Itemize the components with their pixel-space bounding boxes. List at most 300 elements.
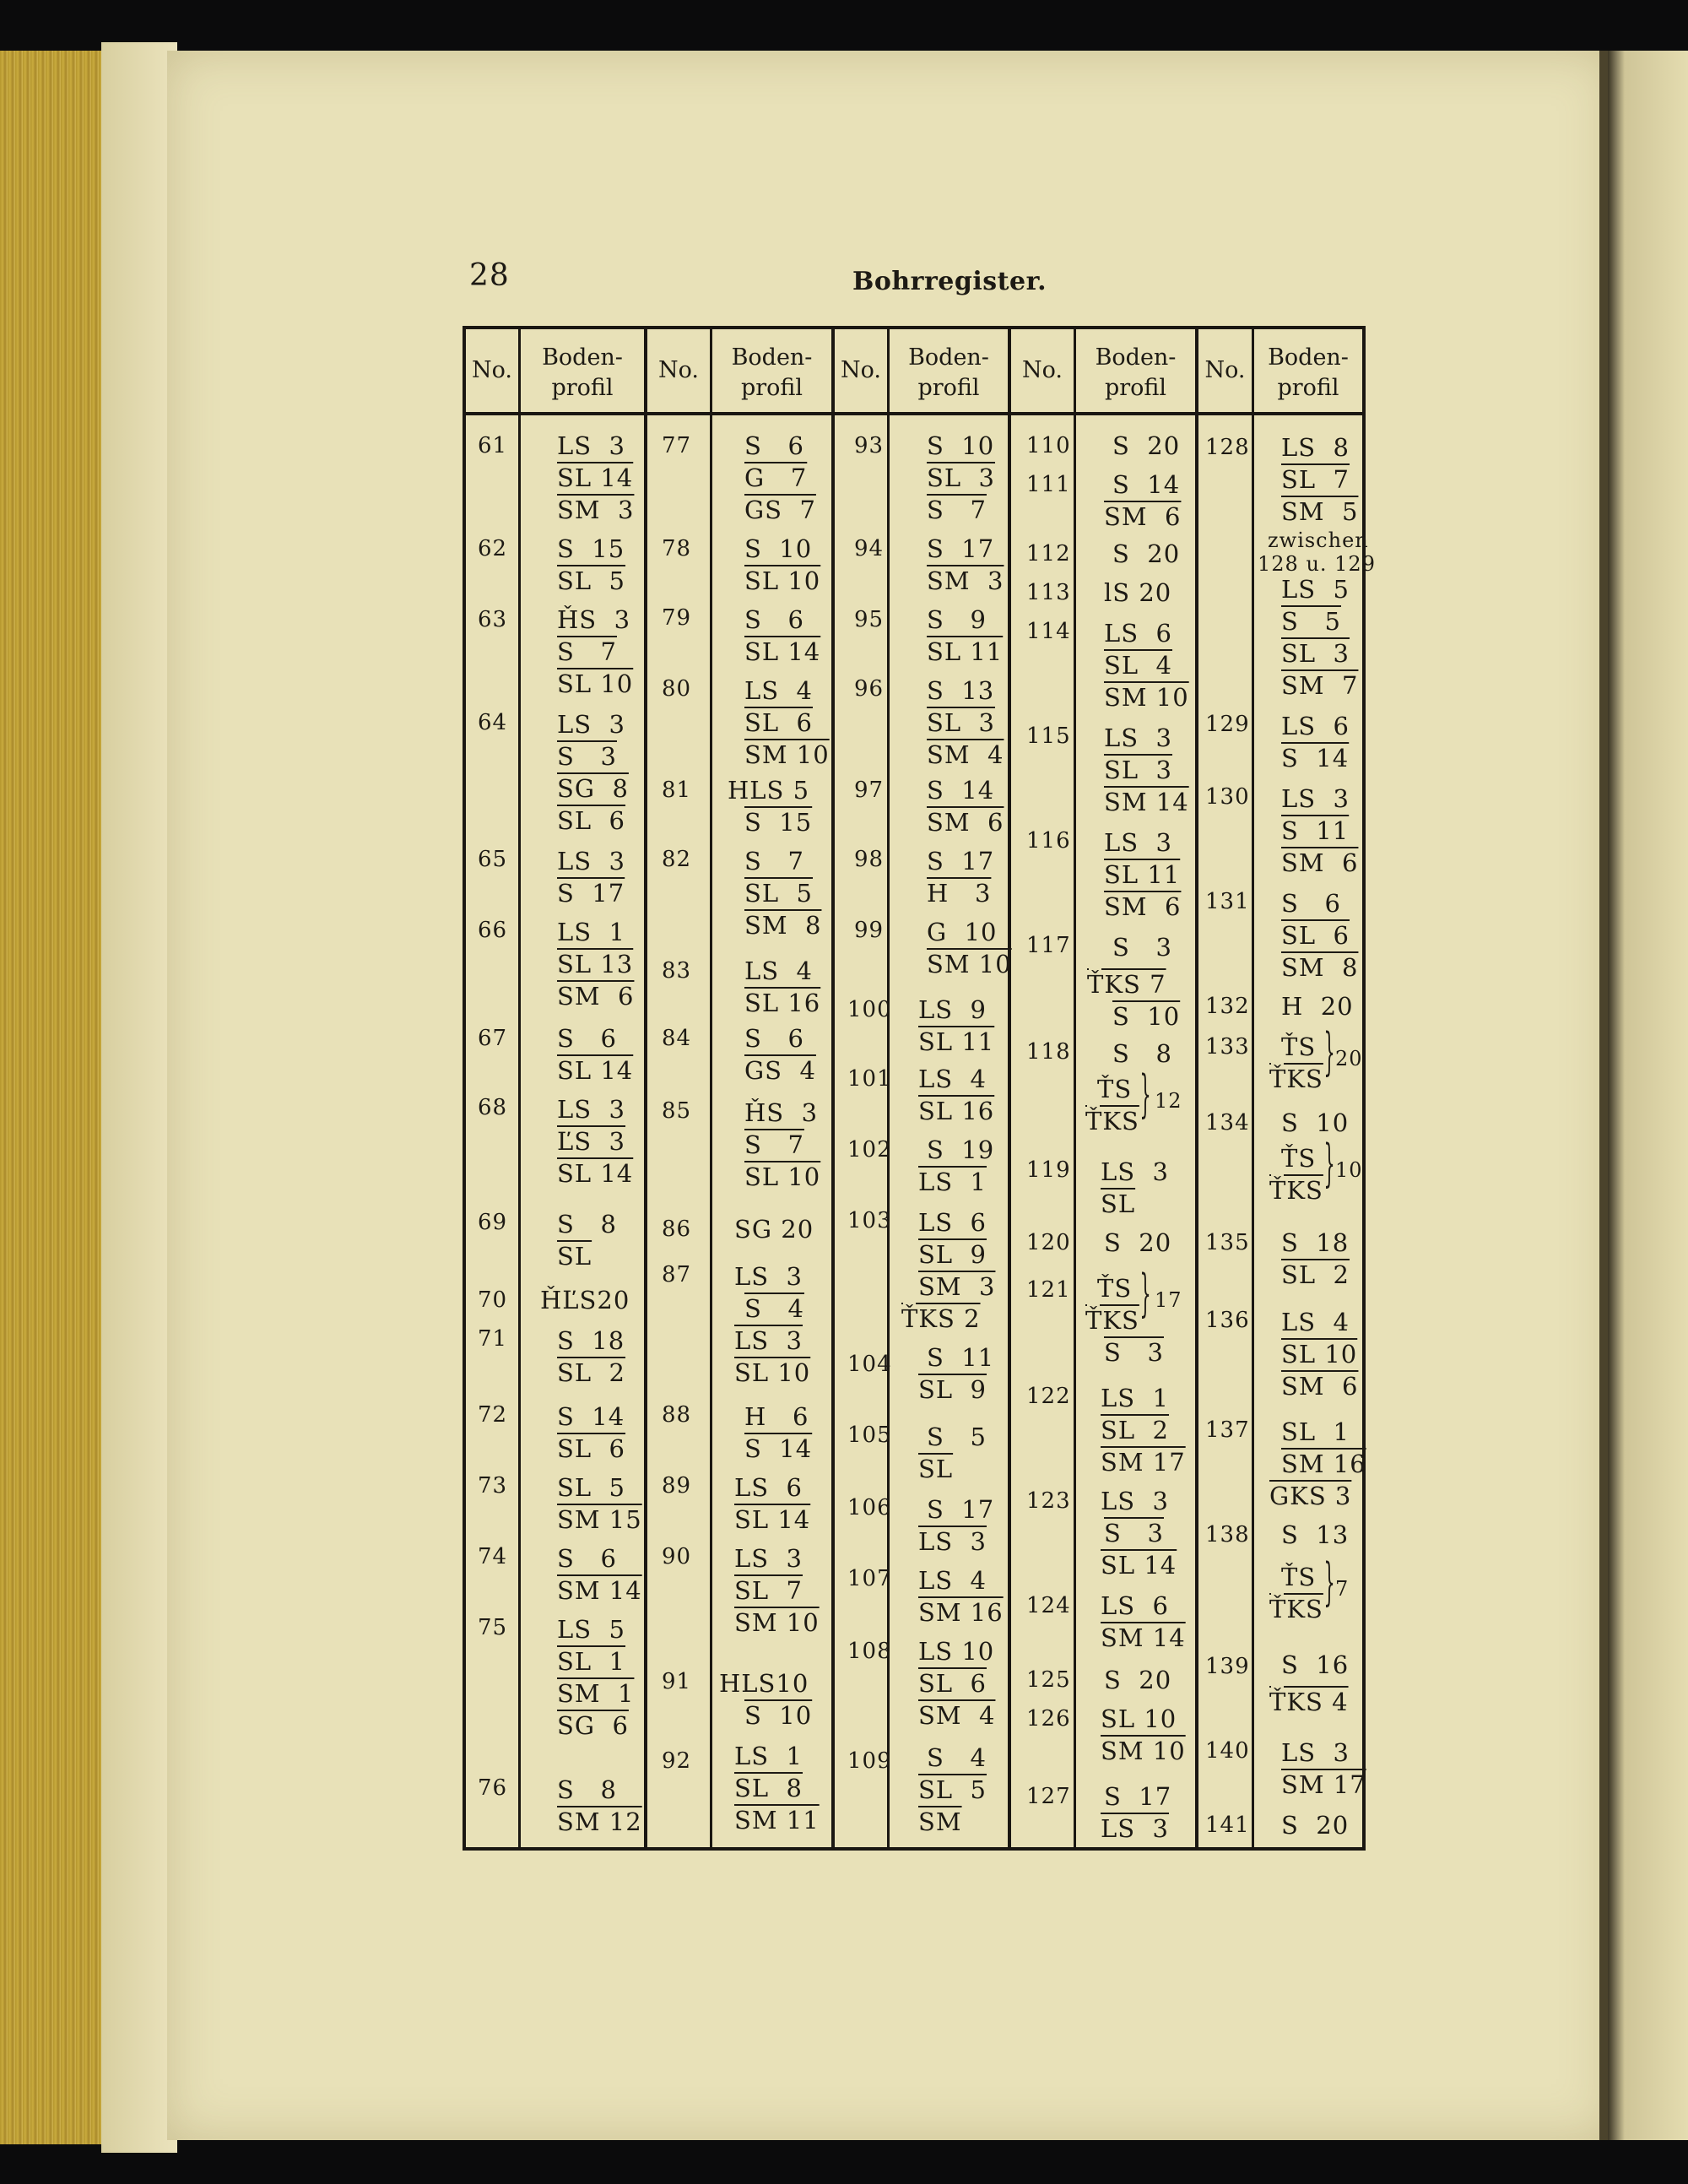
soil-profile-layer: S 11 (1281, 816, 1350, 845)
bore-number: 63 (478, 607, 508, 632)
bore-number: 77 (662, 433, 692, 458)
bore-number: 135 (1205, 1230, 1250, 1255)
soil-profile-layer: SM 6 (1281, 848, 1359, 877)
book-page-edges-light (101, 42, 177, 2153)
soil-profile-layer: SL 6 (557, 806, 626, 835)
bore-number: 121 (1026, 1277, 1071, 1303)
soil-profile-layer: SM 16 (1281, 1450, 1366, 1478)
bore-number: 93 (854, 433, 885, 458)
soil-profile-layer: ŤKS 2 (901, 1304, 981, 1333)
soil-profile-layer: S 6 (744, 431, 804, 460)
bore-number: 126 (1026, 1706, 1071, 1731)
soil-profile-layer: S 19 (927, 1135, 995, 1164)
soil-profile-layer: SL 6 (557, 1434, 626, 1463)
soil-profile-layer: SM 7 (1281, 671, 1359, 700)
soil-profile-layer: SM 3 (557, 496, 635, 524)
soil-profile-layer: S 10 (744, 1701, 813, 1730)
soil-profile-layer: S 4 (744, 1294, 804, 1323)
soil-profile-layer: SM 4 (927, 740, 1004, 769)
soil-profile-layer: SL 7 (734, 1576, 803, 1605)
bore-number: 111 (1026, 472, 1071, 497)
soil-profile-layer: ĽS 3 (557, 1127, 626, 1156)
note-between-bores: zwischen (1268, 528, 1369, 552)
soil-profile-layer: $\overline{SL}$ (918, 1455, 954, 1483)
soil-profile-layer: SL 10 (557, 669, 634, 698)
header-rule (466, 412, 1362, 415)
soil-profile-layer: S 14 (557, 1402, 625, 1431)
soil-profile-layer: H 20 (1281, 992, 1354, 1021)
bore-number: 140 (1205, 1738, 1250, 1764)
soil-profile-layer: SL 9 (918, 1240, 987, 1269)
soil-profile-layer: SM 11 (734, 1806, 820, 1834)
soil-profile-layer: SL 14 (557, 1056, 634, 1085)
soil-profile-layer: SL 6 (918, 1669, 987, 1698)
header-no: No. (1204, 357, 1246, 383)
brace: } (1323, 1134, 1335, 1193)
bore-number: 67 (478, 1026, 508, 1051)
bore-number: 92 (662, 1748, 692, 1774)
soil-profile-thickness: 12 (1155, 1089, 1182, 1113)
soil-profile-layer: SM 10 (1101, 1737, 1186, 1765)
soil-profile-layer: SM 8 (744, 911, 822, 940)
soil-profile-layer: SL 3 (927, 463, 996, 492)
soil-profile-layer: SL 2 (1281, 1260, 1350, 1289)
bore-number: 112 (1026, 541, 1071, 566)
soil-profile-layer: $\overline{SL}$ (1101, 1190, 1136, 1218)
soil-profile-layer: S 17 (927, 534, 995, 563)
soil-profile-layer: SL 10 (734, 1358, 811, 1387)
column-rule (831, 329, 835, 1847)
soil-profile-layer: LS 4 (918, 1566, 987, 1595)
soil-profile-layer: SL 2 (1101, 1416, 1170, 1444)
soil-profile-layer: GKS 3 (1269, 1482, 1352, 1510)
soil-profile-layer: SL 14 (557, 1159, 634, 1188)
soil-profile-layer: S 14 (1112, 470, 1181, 499)
column-rule (518, 329, 521, 1847)
soil-profile-layer: S 6 (557, 1544, 617, 1573)
bore-number: 72 (478, 1402, 508, 1428)
soil-profile-layer: SM 8 (1281, 953, 1359, 982)
soil-profile-layer: S 4 (927, 1743, 987, 1772)
bore-number: 104 (847, 1352, 892, 1377)
soil-profile-layer: GS 4 (744, 1056, 816, 1085)
bore-number: 116 (1026, 828, 1071, 854)
bore-number: 99 (854, 918, 885, 943)
soil-profile-layer: SM 17 (1101, 1448, 1186, 1477)
bore-number: 98 (854, 847, 885, 872)
soil-profile-layer: SL 5 (918, 1775, 987, 1804)
bore-number: 85 (662, 1098, 692, 1124)
bore-number: 118 (1026, 1039, 1071, 1065)
bore-number: 141 (1205, 1813, 1250, 1838)
bore-number: 97 (854, 778, 885, 803)
soil-profile-layer: S 20 (1112, 431, 1181, 460)
bore-number: 80 (662, 676, 692, 702)
soil-profile-layer: S 18 (557, 1326, 625, 1355)
soil-profile-layer: S 6 (744, 1024, 804, 1053)
note-between-bores: 128 u. 129 (1258, 552, 1376, 576)
soil-profile-layer: LS 3 (1104, 828, 1173, 857)
soil-profile-layer: S 18 (1281, 1228, 1350, 1257)
bore-number: 65 (478, 847, 508, 872)
soil-profile-layer: G 7 (744, 463, 808, 492)
soil-profile-layer: LS 3 (734, 1262, 803, 1291)
bore-number: 88 (662, 1402, 692, 1428)
soil-profile-layer: SL 2 (557, 1358, 626, 1387)
soil-profile-layer: LS 3 (557, 431, 626, 460)
soil-profile-layer: SL 10 (1101, 1704, 1177, 1733)
soil-profile-layer: lS 20 (1104, 578, 1172, 607)
column-rule (1074, 329, 1076, 1847)
soil-profile-layer: ŤS (1281, 1144, 1317, 1173)
header-bodenprofil: Boden- profil (542, 344, 623, 401)
bore-number: 95 (854, 607, 885, 632)
soil-profile-layer: LS 6 (734, 1473, 803, 1502)
soil-profile-layer: SM 15 (557, 1505, 642, 1534)
soil-profile-layer: LS 4 (744, 957, 814, 985)
soil-profile-layer: LS 10 (918, 1637, 995, 1666)
soil-profile-layer: SM 5 (1281, 497, 1359, 526)
header-no: No. (658, 357, 699, 383)
soil-profile-layer: S 6 (557, 1024, 617, 1053)
soil-profile-layer: S 17 (557, 879, 625, 908)
bore-number: 138 (1205, 1522, 1250, 1547)
bore-number: 127 (1026, 1784, 1071, 1809)
bore-number: 114 (1026, 619, 1071, 644)
soil-profile-layer: S 17 (1104, 1782, 1172, 1811)
bore-number: 109 (847, 1748, 892, 1774)
soil-profile-layer: S 3 (1112, 933, 1172, 962)
bore-number: 78 (662, 536, 692, 561)
soil-profile-layer: S 7 (927, 496, 987, 524)
bore-number: 86 (662, 1217, 692, 1242)
soil-profile-layer: $\overline{ŤKS}$ (1269, 1176, 1323, 1205)
soil-profile-layer: LS 3 (1101, 1814, 1170, 1843)
bore-number: 137 (1205, 1417, 1250, 1443)
soil-profile-layer: S 17 (927, 1495, 995, 1524)
bore-number: 83 (662, 958, 692, 984)
soil-profile-layer: S 20 (1104, 1666, 1172, 1694)
soil-profile-layer: SL 6 (744, 708, 814, 737)
bore-number: 84 (662, 1026, 692, 1051)
column-rule (710, 329, 712, 1847)
soil-profile-layer: G 10 (927, 918, 998, 946)
soil-profile-layer: S 20 (1104, 1228, 1172, 1257)
soil-profile-layer: SL 14 (1101, 1551, 1177, 1580)
soil-profile-layer: S 10 (927, 431, 995, 460)
soil-profile-layer: S 10 (1281, 1108, 1350, 1137)
bore-number: 130 (1205, 784, 1250, 810)
bore-number: 117 (1026, 933, 1071, 958)
soil-profile-layer: SL 6 (1281, 921, 1350, 950)
soil-profile-layer: LS 5 (1281, 575, 1350, 604)
soil-profile-layer: LS 4 (744, 676, 814, 705)
soil-profile-layer: SL 3 (1104, 756, 1173, 784)
soil-profile-layer: LS 3 (1101, 1157, 1170, 1186)
soil-profile-layer: SL 16 (744, 989, 821, 1017)
soil-profile-layer: S 15 (744, 808, 813, 837)
bore-number: 61 (478, 433, 508, 458)
bore-number: 64 (478, 710, 508, 735)
soil-profile-layer: S 8 (557, 1210, 617, 1238)
soil-profile-layer: S 10 (744, 534, 813, 563)
soil-profile-layer: SM 17 (1281, 1770, 1366, 1799)
bore-number: 115 (1026, 723, 1071, 749)
soil-profile-layer: LS 3 (734, 1544, 803, 1573)
soil-profile-layer: LS 3 (557, 847, 626, 875)
soil-profile-layer: S 9 (927, 605, 987, 634)
soil-profile-layer: LS 8 (1281, 433, 1350, 462)
bore-number: 132 (1205, 994, 1250, 1019)
soil-profile-layer: LS 1 (557, 918, 626, 946)
soil-profile-layer: S 8 (1112, 1039, 1172, 1068)
bore-number: 131 (1205, 889, 1250, 914)
soil-profile-layer: SL 7 (1281, 465, 1350, 494)
bore-number: 74 (478, 1544, 508, 1569)
soil-profile-layer: LS 6 (918, 1208, 987, 1237)
soil-profile-thickness: 10 (1335, 1158, 1363, 1182)
soil-profile-layer: SL 16 (918, 1097, 995, 1125)
soil-profile-layer: LS 1 (918, 1168, 987, 1196)
bore-number: 133 (1205, 1034, 1250, 1059)
bore-number: 107 (847, 1566, 892, 1591)
bore-number: 124 (1026, 1593, 1071, 1618)
soil-profile-layer: ŤS (1097, 1274, 1133, 1303)
soil-profile-layer: S 13 (1281, 1520, 1350, 1549)
bore-number: 125 (1026, 1667, 1071, 1693)
soil-profile-layer: GS 7 (744, 496, 816, 524)
bore-number: 79 (662, 605, 692, 631)
soil-profile-layer: SM 6 (927, 808, 1004, 837)
soil-profile-layer: S 5 (927, 1423, 987, 1451)
bore-number: 128 (1205, 435, 1250, 460)
brace: } (1323, 1022, 1335, 1081)
soil-profile-layer: LS 3 (1281, 1738, 1350, 1767)
soil-profile-layer: SL 10 (744, 1162, 821, 1191)
soil-profile-layer: LS 3 (1281, 784, 1350, 813)
soil-profile-layer: S 5 (1281, 607, 1341, 636)
soil-profile-layer: S 8 (557, 1775, 617, 1804)
header-no: No. (472, 357, 512, 383)
soil-profile-layer: S 20 (1112, 539, 1181, 568)
soil-profile-layer: SG 6 (557, 1711, 629, 1740)
bore-number: 101 (847, 1066, 892, 1092)
soil-profile-layer: SL 11 (927, 637, 1004, 666)
soil-profile-layer: $\overline{ŤKS}$ (1085, 1306, 1139, 1335)
soil-profile-layer: ŤKS 7 (1087, 970, 1166, 999)
bore-number: 87 (662, 1262, 692, 1287)
soil-profile-layer: SM 14 (557, 1576, 642, 1605)
bore-number: 82 (662, 847, 692, 872)
soil-profile-layer: S 20 (1281, 1811, 1350, 1840)
bore-number: 96 (854, 676, 885, 702)
bore-number: 120 (1026, 1230, 1071, 1255)
borehole-register-table (463, 326, 1376, 1851)
soil-profile-layer: SM 10 (734, 1608, 820, 1637)
bore-number: 129 (1205, 712, 1250, 737)
soil-profile-layer: $\overline{SM}$ (918, 1807, 962, 1836)
bore-number: 68 (478, 1095, 508, 1120)
soil-profile-layer: LS 3 (557, 710, 626, 739)
soil-profile-layer: S 3 (1104, 1338, 1164, 1367)
soil-profile-layer: S 14 (1281, 744, 1350, 772)
soil-profile-layer: LS 3 (557, 1095, 626, 1124)
soil-profile-layer: SL 3 (927, 708, 996, 737)
soil-profile-layer: S 7 (744, 1130, 804, 1159)
bore-number: 62 (478, 536, 508, 561)
soil-profile-layer: SL 1 (557, 1647, 626, 1676)
bore-number: 136 (1205, 1308, 1250, 1333)
bore-number: 134 (1205, 1110, 1250, 1135)
soil-profile-layer: S 15 (557, 534, 625, 563)
soil-profile-layer: S 10 (1112, 1002, 1181, 1031)
soil-profile-layer: SM 16 (918, 1598, 1004, 1627)
soil-profile-layer: S 11 (927, 1343, 995, 1372)
bore-number: 103 (847, 1208, 892, 1233)
soil-profile-layer: S 14 (927, 776, 995, 805)
soil-profile-layer: SG 20 (734, 1215, 814, 1244)
column-rule (644, 329, 647, 1847)
soil-profile-thickness: 7 (1335, 1577, 1350, 1601)
soil-profile-layer: LS 6 (1281, 712, 1350, 740)
soil-profile-layer: SL 4 (1104, 651, 1173, 680)
soil-profile-layer: LS 4 (918, 1065, 987, 1093)
soil-profile-layer: LS 4 (1281, 1308, 1350, 1336)
column-rule (1252, 329, 1254, 1847)
header-bodenprofil: Boden- profil (1095, 344, 1177, 401)
soil-profile-layer: SM 10 (1104, 683, 1189, 712)
bore-number: 71 (478, 1326, 508, 1352)
soil-profile-layer: ŤS (1097, 1075, 1133, 1103)
soil-profile-layer: SL 5 (557, 566, 626, 595)
bore-number: 119 (1026, 1157, 1071, 1183)
soil-profile-layer: SM 6 (557, 982, 635, 1011)
soil-profile-layer: SM 3 (927, 566, 1004, 595)
bore-number: 105 (847, 1423, 892, 1448)
soil-profile-layer: $\overline{ŤKS}$ (1269, 1595, 1323, 1623)
soil-profile-layer: ȞS 3 (557, 605, 631, 634)
soil-profile-layer: SM 6 (1281, 1372, 1359, 1401)
soil-profile-layer: SL 10 (744, 566, 821, 595)
soil-profile-layer: LS 3 (1104, 723, 1173, 752)
soil-profile-layer: H 3 (927, 879, 992, 908)
header-no: No. (841, 357, 881, 383)
soil-profile-layer: S 17 (927, 847, 995, 875)
soil-profile-layer: LS 3 (1101, 1487, 1170, 1515)
header-bodenprofil: Boden- profil (908, 344, 989, 401)
soil-profile-layer: S 3 (1104, 1519, 1164, 1547)
soil-profile-layer: S 13 (927, 676, 995, 705)
soil-profile-layer: SM 3 (918, 1272, 996, 1301)
brace: } (1139, 1065, 1151, 1124)
bore-number: 91 (662, 1669, 692, 1694)
bore-number: 108 (847, 1639, 892, 1664)
running-head: Bohrregister. (852, 267, 1047, 296)
brace: } (1323, 1553, 1335, 1612)
soil-profile-layer: SM 6 (1104, 892, 1182, 921)
soil-profile-layer: ŤKS 4 (1269, 1688, 1349, 1716)
soil-profile-layer: SL 11 (918, 1027, 995, 1056)
soil-profile-layer: SM 1 (557, 1679, 635, 1708)
soil-profile-layer: LS 1 (1101, 1384, 1170, 1412)
soil-profile-thickness: 20 (1335, 1047, 1363, 1070)
bore-number: 102 (847, 1137, 892, 1162)
soil-profile-thickness: 17 (1155, 1288, 1182, 1312)
bore-number: 89 (662, 1473, 692, 1498)
soil-profile-layer: SL 5 (744, 879, 814, 908)
soil-profile-layer: LS 1 (734, 1742, 803, 1770)
bore-number: 70 (478, 1287, 508, 1313)
soil-profile-layer: SL 9 (918, 1375, 987, 1404)
soil-profile-layer: SL 14 (734, 1505, 811, 1534)
soil-profile-layer: $\overline{ŤKS}$ (1085, 1107, 1139, 1135)
bore-number: 139 (1205, 1654, 1250, 1679)
soil-profile-layer: SL 11 (1104, 860, 1181, 889)
bore-number: 113 (1026, 580, 1071, 605)
soil-profile-layer: LS 6 (1101, 1591, 1170, 1620)
soil-profile-layer: H 6 (744, 1402, 809, 1431)
soil-profile-layer: S 6 (1281, 889, 1341, 918)
soil-profile-layer: LS 6 (1104, 619, 1173, 648)
bore-number: 69 (478, 1210, 508, 1235)
soil-profile-layer: SL 10 (1281, 1340, 1358, 1368)
soil-profile-layer: S 3 (557, 742, 617, 771)
soil-profile-layer: HLS 5 (728, 776, 810, 805)
header-bodenprofil: Boden- profil (1268, 344, 1349, 401)
soil-profile-layer: LS 3 (734, 1326, 803, 1355)
soil-profile-layer: $\overline{ŤKS}$ (1269, 1065, 1323, 1093)
soil-profile-layer: SL 14 (744, 637, 821, 666)
bore-number: 66 (478, 918, 508, 943)
bore-number: 122 (1026, 1384, 1071, 1409)
facing-page (1608, 51, 1688, 2140)
soil-profile-layer: HLS10 (719, 1669, 809, 1698)
bore-number: 73 (478, 1473, 508, 1498)
soil-profile-layer: ȞS 3 (744, 1098, 819, 1127)
soil-profile-layer: SL 8 (734, 1774, 803, 1802)
soil-profile-layer: SM 10 (744, 740, 830, 769)
soil-profile-layer: S 14 (744, 1434, 813, 1463)
bore-number: 76 (478, 1775, 508, 1801)
column-rule (1008, 329, 1011, 1847)
soil-profile-layer: S 6 (744, 605, 804, 634)
soil-profile-layer: ȞĽS20 (540, 1286, 630, 1314)
column-rule (1195, 329, 1198, 1847)
soil-profile-layer: SG 8 (557, 774, 629, 803)
soil-profile-layer: S 7 (557, 637, 617, 666)
soil-profile-layer: SM 14 (1104, 788, 1189, 816)
soil-profile-layer: ŤS (1281, 1563, 1317, 1591)
header-no: No. (1022, 357, 1063, 383)
soil-profile-layer: $\overline{SL}$ (557, 1242, 592, 1271)
soil-profile-layer: SM 6 (1104, 502, 1182, 531)
bore-number: 94 (854, 536, 885, 561)
bore-number: 106 (847, 1495, 892, 1520)
bore-number: 123 (1026, 1488, 1071, 1514)
soil-profile-layer: LS 5 (557, 1615, 626, 1644)
soil-profile-layer: S 16 (1281, 1650, 1350, 1679)
bore-number: 75 (478, 1615, 508, 1640)
soil-profile-layer: SL 14 (557, 463, 634, 492)
soil-profile-layer: SM 4 (918, 1701, 996, 1730)
bore-number: 90 (662, 1544, 692, 1569)
soil-profile-layer: SL 1 (1281, 1417, 1350, 1446)
soil-profile-layer: LS 9 (918, 995, 987, 1024)
soil-profile-layer: SL 13 (557, 950, 634, 978)
soil-profile-layer: SL 3 (1281, 639, 1350, 668)
bore-number: 81 (662, 778, 692, 803)
header-bodenprofil: Boden- profil (731, 344, 813, 401)
